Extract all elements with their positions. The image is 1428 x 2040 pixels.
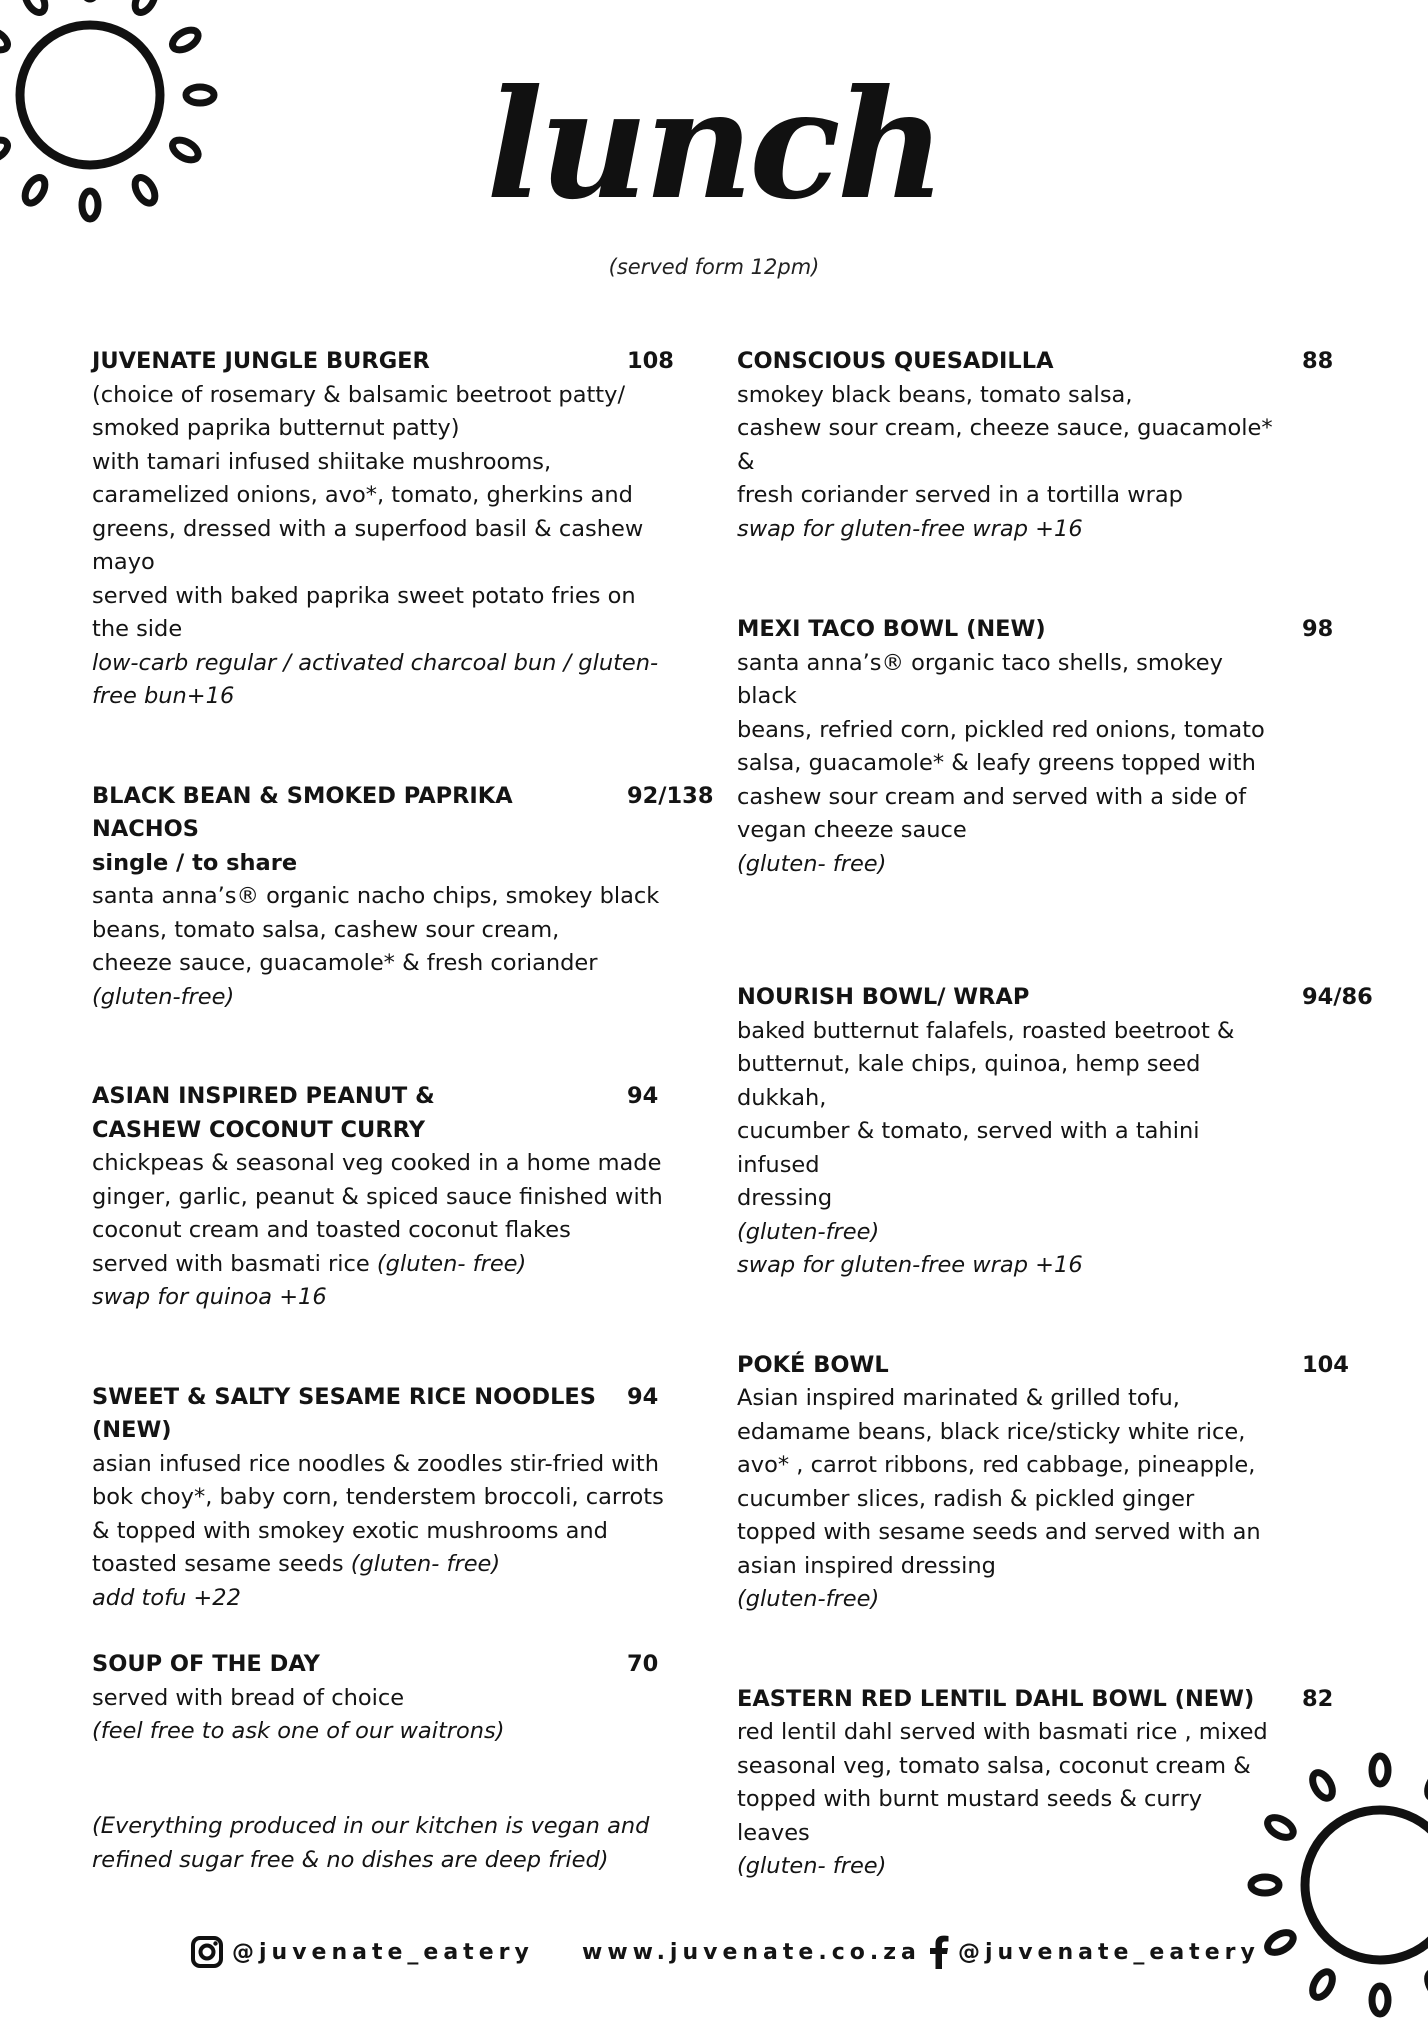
item-note: swap for gluten-free wrap +16 [737, 515, 1083, 542]
item-description: beans, refried corn, pickled red onions, tomato [737, 716, 1265, 743]
item-description: toasted sesame seeds (gluten- free) [92, 1551, 501, 1577]
item-price: 94 [627, 1383, 659, 1410]
item-description: butternut, kale chips, quinoa, hemp seed dukkah, [737, 1051, 1201, 1111]
item-note: (gluten- free) [737, 1853, 887, 1879]
item-description: cashew sour cream, cheeze sauce, guacamole* & [737, 415, 1273, 475]
item-note: (gluten-free) [737, 1586, 880, 1612]
item-description: asian infused rice noodles & zoodles stir-fried with [92, 1450, 660, 1477]
instagram-icon [190, 1935, 224, 1969]
item-description: dressing [737, 1185, 833, 1211]
item-note: (gluten-free) [737, 1218, 880, 1245]
item-description: ginger, garlic, peanut & spiced sauce finished with [92, 1183, 663, 1210]
item-description: served with bread of choice [92, 1684, 405, 1711]
item-description: cashew sour cream and served with a side of [737, 783, 1247, 810]
item-description: cheeze sauce, guacamole* & fresh coriander [92, 950, 598, 976]
item-name: EASTERN RED LENTIL DAHL BOWL (NEW) [737, 1685, 1255, 1712]
menu-column-left [92, 345, 712, 1749]
item-name: POKÉ BOWL [737, 1351, 889, 1378]
sun-ray [169, 26, 201, 54]
sun-ray [21, 0, 49, 16]
item-description: greens, dressed with a superfood basil & cashew [92, 515, 644, 542]
item-description: cucumber slices, radish & pickled ginger [737, 1485, 1195, 1512]
page-title: lunch [486, 57, 942, 233]
item-description: smokey black beans, tomato salsa, [737, 381, 1133, 408]
item-name: ASIAN INSPIRED PEANUT & CASHEW COCONUT CURRY [92, 1083, 435, 1143]
item-name: SOUP OF THE DAY [92, 1651, 320, 1677]
sun-ray [0, 26, 11, 54]
item-description: bok choy*, baby corn, tenderstem broccoli, carrots [92, 1484, 664, 1510]
website-url: www.juvenate.co.za [582, 1939, 921, 1965]
item-note: (feel free to ask one of our waitrons) [92, 1718, 505, 1744]
menu-item [92, 780, 712, 1015]
item-description: cucumber & tomato, served with a tahini infused [737, 1118, 1200, 1178]
item-note: swap for gluten-free wrap +16 [737, 1252, 1083, 1278]
footer [0, 1930, 1428, 1974]
item-price: 82 [1302, 1685, 1334, 1712]
serving-time: (served form 12pm) [608, 255, 820, 279]
item-note: swap for quinoa +16 [92, 1284, 327, 1310]
item-note: (gluten- free) [737, 850, 887, 877]
menu-item [92, 345, 712, 714]
item-description: the side [92, 616, 183, 642]
item-name: JUVENATE JUNGLE BURGER [92, 348, 430, 374]
sun-ray [1372, 1986, 1388, 2014]
sun-ray [1424, 1769, 1428, 1801]
item-description: santa anna’s® organic taco shells, smokey black [737, 649, 1223, 709]
item-description: & topped with smokey exotic mushrooms and [92, 1517, 608, 1544]
item-name: CONSCIOUS QUESADILLA [737, 348, 1054, 374]
facebook-icon [928, 1935, 950, 1969]
item-description: served with baked paprika sweet potato fries on [92, 582, 636, 609]
menu-item [737, 1349, 1377, 1617]
menu-item [737, 981, 1377, 1283]
item-description: chickpeas & seasonal veg cooked in a home made [92, 1150, 662, 1176]
kitchen-footnote: (Everything produced in our kitchen is vegan and refined sugar free & no dishes are deep fried) [92, 1813, 650, 1873]
item-name: SWEET & SALTY SESAME RICE NOODLES (NEW) [92, 1383, 596, 1443]
item-description: caramelized onions, avo*, tomato, gherkins and [92, 482, 633, 508]
item-description: beans, tomato salsa, cashew sour cream, [92, 916, 560, 943]
menu-item [92, 1648, 712, 1749]
item-price: 104 [1302, 1351, 1349, 1378]
menu-item [92, 1381, 712, 1616]
item-description: with tamari infused shiitake mushrooms, [92, 448, 552, 475]
item-description: topped with sesame seeds and served with an [737, 1519, 1261, 1545]
item-description: vegan cheeze sauce [737, 817, 967, 843]
menu-column-right [737, 345, 1377, 1884]
item-name: NOURISH BOWL/ WRAP [737, 984, 1030, 1010]
menu-item [737, 613, 1377, 881]
sun-ray [131, 0, 159, 16]
item-description: smoked paprika butternut patty) [92, 415, 460, 441]
item-description: served with basmati rice (gluten- free) [92, 1250, 527, 1277]
item-name: BLACK BEAN & SMOKED PAPRIKA NACHOS [92, 782, 513, 842]
item-name: MEXI TACO BOWL (NEW) [737, 616, 1046, 642]
website-link[interactable] [582, 1930, 921, 1974]
item-description: santa anna’s® organic nacho chips, smokey black [92, 883, 660, 909]
item-note: add tofu +22 [92, 1584, 241, 1611]
menu-item [92, 1080, 712, 1315]
menu-item [737, 1683, 1377, 1884]
item-price: 92/138 [627, 782, 714, 809]
item-note: free bun+16 [92, 683, 235, 709]
item-price: 70 [627, 1651, 659, 1677]
instagram-handle: @juvenate_eatery [232, 1939, 534, 1965]
facebook-link[interactable] [928, 1930, 1260, 1974]
item-description: red lentil dahl served with basmati rice , mixed [737, 1719, 1268, 1745]
item-portion: single / to share [92, 849, 298, 876]
item-price: 88 [1302, 348, 1334, 374]
item-description: salsa, guacamole* & leafy greens topped with [737, 750, 1256, 776]
item-description: edamame beans, black rice/sticky white rice, [737, 1418, 1246, 1445]
item-description: avo* , carrot ribbons, red cabbage, pineapple, [737, 1452, 1256, 1478]
item-description: fresh coriander served in a tortilla wrap [737, 482, 1183, 508]
item-description: asian inspired dressing [737, 1552, 996, 1579]
item-description: topped with burnt mustard seeds & curry leaves [737, 1786, 1203, 1846]
menu-item [737, 345, 1377, 546]
item-description: Asian inspired marinated & grilled tofu, [737, 1385, 1180, 1411]
item-description: baked butternut falafels, roasted beetroot & [737, 1017, 1235, 1044]
item-description: mayo [92, 549, 155, 575]
item-price: 94/86 [1302, 984, 1373, 1010]
instagram-link[interactable] [190, 1930, 534, 1974]
item-note: (gluten-free) [92, 983, 235, 1010]
item-price: 98 [1302, 616, 1334, 642]
item-note: low-carb regular / activated charcoal bun / gluten- [92, 649, 659, 676]
item-description: (choice of rosemary & balsamic beetroot patty/ [92, 381, 626, 408]
item-price: 108 [627, 348, 674, 374]
facebook-handle: @juvenate_eatery [958, 1939, 1260, 1965]
item-description: coconut cream and toasted coconut flakes [92, 1217, 571, 1243]
item-price: 94 [627, 1083, 659, 1109]
item-description: seasonal veg, tomato salsa, coconut cream & [737, 1752, 1251, 1779]
